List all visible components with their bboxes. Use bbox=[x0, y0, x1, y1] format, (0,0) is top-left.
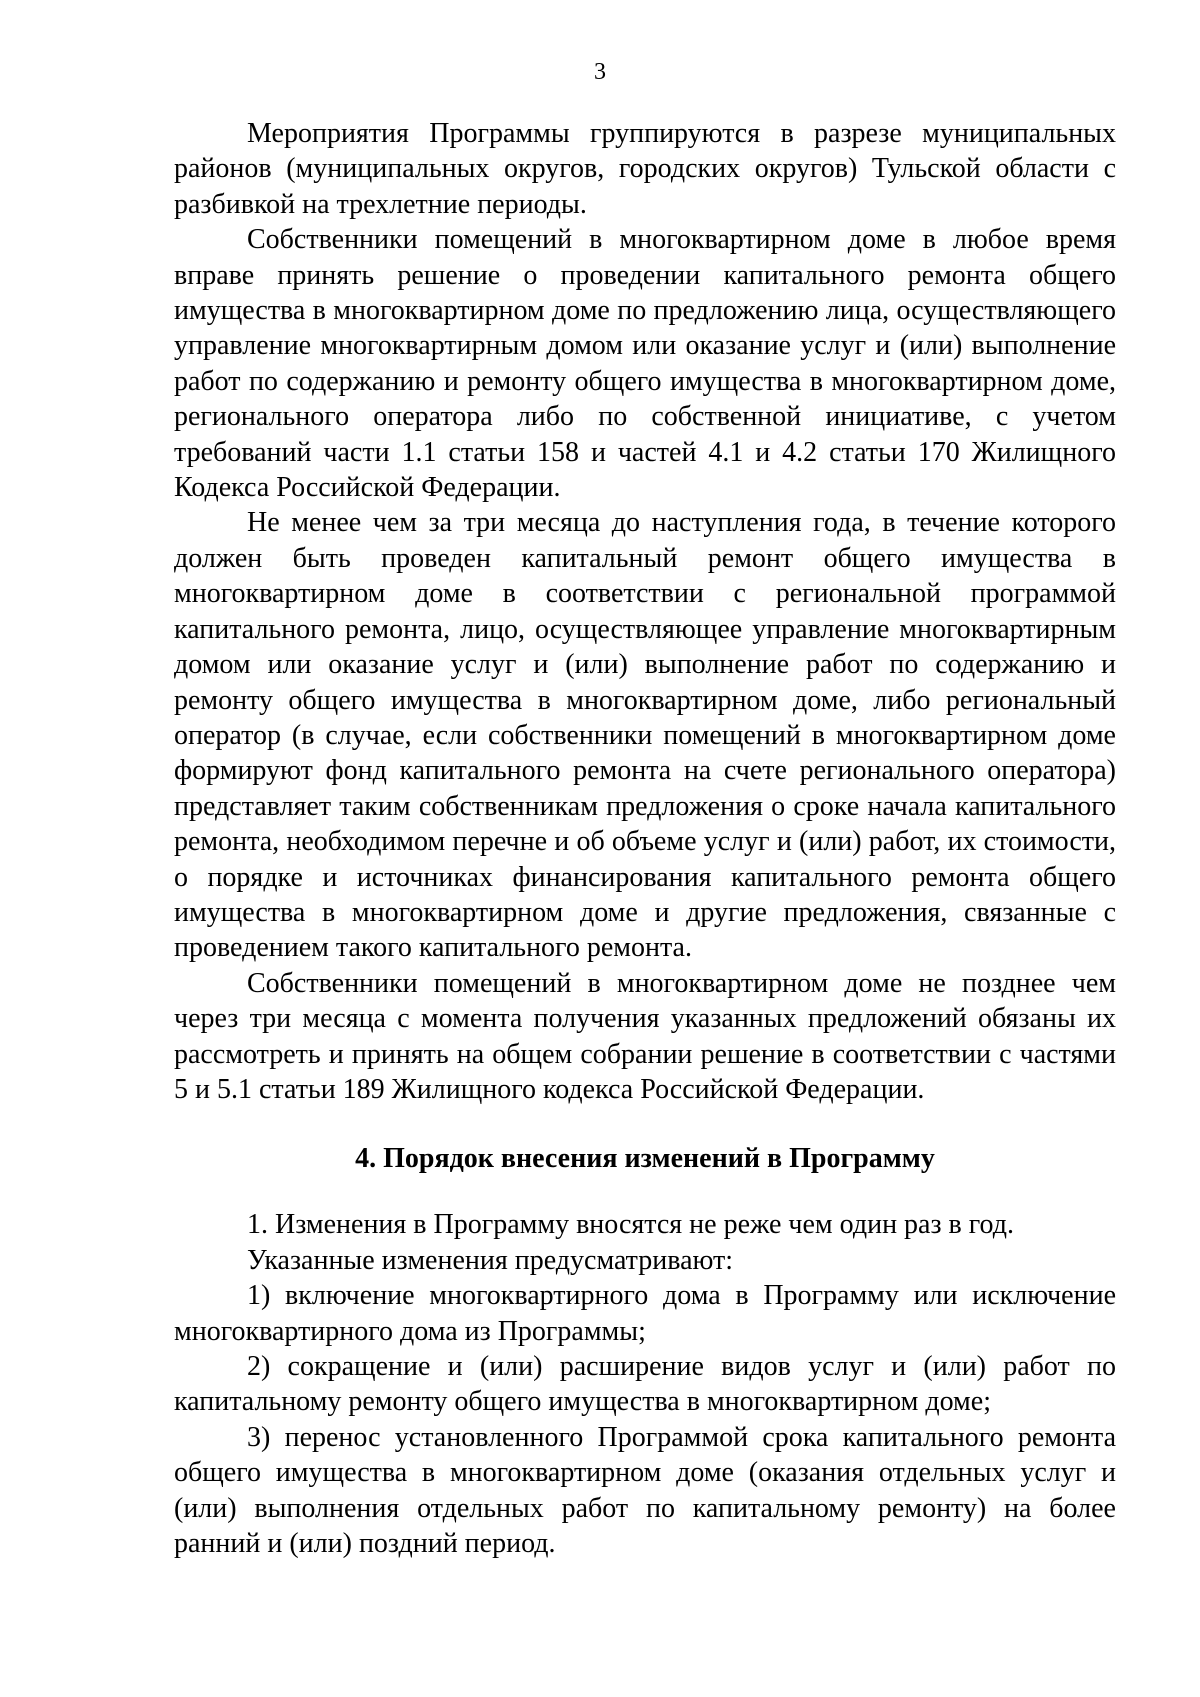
section-4-item-3: 1) включение многоквартирного дома в Программу или исключение многоквартирного дома из Программы; bbox=[174, 1280, 1116, 1347]
paragraph-proposals-deadline: Не менее чем за три месяца до наступления года, в течение которого должен быть проведен капитальный ремонт общего имущества в многоквартирном доме в соответствии с региональной программой капитального ремонта, лицо, осуществляющее управление многоквартирным домом или оказание услуг и (или) выполнение работ по содержанию и ремонту общего имущества в многоквартирном доме, либо региональный оператор (в случае, если собственники помещений в многоквартирном доме формируют фонд капитального ремонта на счете регионального оператора) представляет таким собственникам предложения о сроке начала капитального ремонта, необходимом перечне и об объеме услуг и (или) работ, их стоимости, о порядке и источниках финансирования капитального ремонта общего имущества в многоквартирном доме и другие предложения, связанные с проведением такого капитального ремонта. bbox=[174, 507, 1116, 964]
section-4-item-4: 2) сокращение и (или) расширение видов услуг и (или) работ по капитальному ремонту общего имущества в многоквартирном доме; bbox=[174, 1351, 1116, 1418]
paragraph-program-grouping: Мероприятия Программы группируются в разрезе муниципальных районов (муниципальных округов, городских округов) Тульской области с разбивкой на трехлетние периоды. bbox=[174, 118, 1116, 220]
document-body bbox=[174, 116, 1116, 1561]
section-4-heading: 4. Порядок внесения изменений в Программу bbox=[355, 1143, 935, 1175]
section-4-item-2: Указанные изменения предусматривают: bbox=[247, 1244, 734, 1276]
paragraph-owners-right: Собственники помещений в многоквартирном доме в любое время вправе принять решение о проведении капитального ремонта общего имущества в многоквартирном доме по предложению лица, осуществляющего управление многоквартирным домом или оказание услуг и (или) выполнение работ по содержанию и ремонту общего имущества в многоквартирном доме, регионального оператора либо по собственной инициативе, с учетом требований части 1.1 статьи 158 и частей 4.1 и 4.2 статьи 170 Жилищного Кодекса Российской Федерации. bbox=[174, 224, 1116, 504]
section-4-item-5: 3) перенос установленного Программой срока капитального ремонта общего имущества в многоквартирном доме (оказания отдельных услуг и (или) выполнения отдельных работ по капитальному ремонту) на более ранний и (или) поздний период. bbox=[174, 1421, 1116, 1560]
section-4-item-1: 1. Изменения в Программу вносятся не реже чем один раз в год. bbox=[247, 1209, 1014, 1241]
paragraph-owners-decision: Собственники помещений в многоквартирном доме не позднее чем через три месяца с момента получения указанных предложений обязаны их рассмотреть и принять на общем собрании решение в соответствии с частями 5 и 5.1 статьи 189 Жилищного кодекса Российской Федерации. bbox=[174, 967, 1116, 1105]
page-number: 3 bbox=[594, 59, 606, 85]
